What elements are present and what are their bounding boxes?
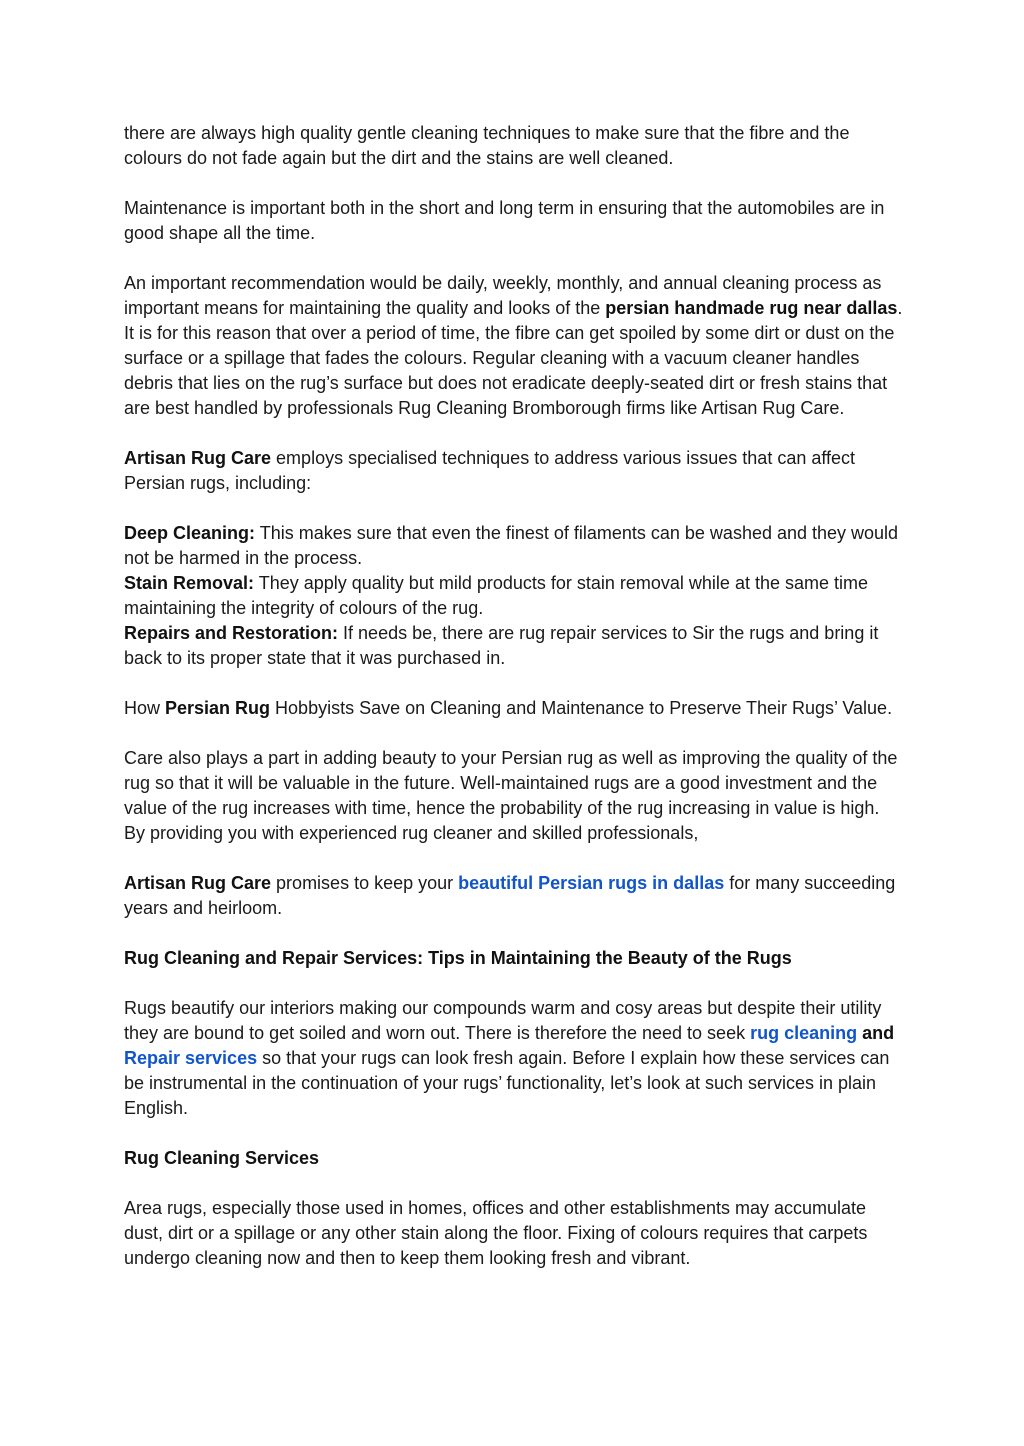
paragraph-hobbyists	[124, 696, 904, 721]
stain-removal-text: They apply quality but mild products for stain removal while at the same time maintaining the integrity of colours of the rug.	[124, 573, 868, 618]
list-item-repairs-restoration	[124, 621, 904, 671]
deep-cleaning-label: Deep Cleaning:	[124, 523, 256, 543]
section-heading-rug-cleaning-services	[124, 1146, 904, 1171]
paragraph-artisan-techniques	[124, 446, 904, 496]
deep-cleaning-text: This makes sure that even the finest of filaments can be washed and they would not be harmed in the process.	[124, 523, 899, 568]
list-item-stain-removal	[124, 571, 904, 621]
list-item-deep-cleaning	[124, 521, 904, 571]
section-heading-rug-cleaning-repair	[124, 946, 904, 971]
services-list	[124, 521, 904, 671]
recommendation-text-end: . It is for this reason that over a period of time, the fibre can get spoiled by some dirt or dust on the surface or a spillage that fades the colours. Regular cleaning with a vacuum cleaner handles debris that lies on the rug’s surface but does not eradicate deeply-seated dirt or fresh stains that are best handled by professionals Rug Cleaning Bromborough firms like Artisan Rug Care.	[124, 298, 903, 418]
artisan-rug-care-name-2: Artisan Rug Care	[124, 873, 272, 893]
repairs-restoration-label: Repairs and Restoration:	[124, 623, 339, 643]
hobbyists-text-start: How	[124, 698, 166, 718]
stain-removal-label: Stain Removal:	[124, 573, 255, 593]
paragraph-promise	[124, 871, 904, 921]
promise-text-end: for many succeeding years and heirloom.	[124, 873, 896, 918]
heading-rug-cleaning-repair-text: Rug Cleaning and Repair Services: Tips in Maintaining the Beauty of the Rugs	[124, 948, 792, 968]
rug-cleaning-link[interactable]: rug cleaning	[750, 1023, 858, 1043]
document-page	[124, 121, 904, 1296]
rugs-beautify-text-end: so that your rugs can look fresh again. Before I explain how these services can be instrumental in the continuation of your rugs’ functionality, let’s look at such services in plain English.	[124, 1048, 890, 1118]
promise-text-middle: promises to keep your	[271, 873, 459, 893]
paragraph-care-value: Care also plays a part in adding beauty to your Persian rug as well as improving the quality of the rug so that it will be valuable in the future. Well-maintained rugs are a good investment and the value of the rug increases with time, hence the probability of the rug increasing in value is high. By providing you with experienced rug cleaner and skilled professionals,	[124, 748, 898, 843]
paragraph-area-rugs: Area rugs, especially those used in homes, offices and other establishments may accumulate dust, dirt or a spillage or any other stain along the floor. Fixing of colours requires that carpets undergo cleaning now and then to keep them looking fresh and vibrant.	[124, 1198, 868, 1268]
persian-handmade-rug-keyword: persian handmade rug near dallas	[605, 298, 898, 318]
recommendation-text-start: An important recommendation would be daily, weekly, monthly, and annual cleaning process as important means for maintaining the quality and looks of the	[124, 273, 882, 318]
and-connector: and	[857, 1023, 895, 1043]
artisan-rug-care-name: Artisan Rug Care	[124, 448, 272, 468]
hobbyists-text-end: Hobbyists Save on Cleaning and Maintenance to Preserve Their Rugs’ Value.	[270, 698, 893, 718]
rugs-beautify-text-start: Rugs beautify our interiors making our compounds warm and cosy areas but despite their utility they are bound to get soiled and worn out. There is therefore the need to seek	[124, 998, 882, 1043]
repairs-restoration-text: If needs be, there are rug repair services to Sir the rugs and bring it back to its proper state that it was purchased in.	[124, 623, 879, 668]
heading-rug-cleaning-services-text: Rug Cleaning Services	[124, 1148, 320, 1168]
artisan-techniques-text: employs specialised techniques to address various issues that can affect Persian rugs, including:	[124, 448, 856, 493]
persian-rug-keyword: Persian Rug	[165, 698, 271, 718]
paragraph-rugs-beautify	[124, 996, 904, 1121]
paragraph-recommendation	[124, 271, 904, 421]
repair-services-link[interactable]: Repair services	[124, 1048, 258, 1068]
beautiful-persian-rugs-link[interactable]: beautiful Persian rugs in dallas	[458, 873, 725, 893]
paragraph-maintenance: Maintenance is important both in the short and long term in ensuring that the automobiles are in good shape all the time.	[124, 198, 885, 243]
paragraph-cleaning-techniques: there are always high quality gentle cleaning techniques to make sure that the fibre and the colours do not fade again but the dirt and the stains are well cleaned.	[124, 123, 850, 168]
